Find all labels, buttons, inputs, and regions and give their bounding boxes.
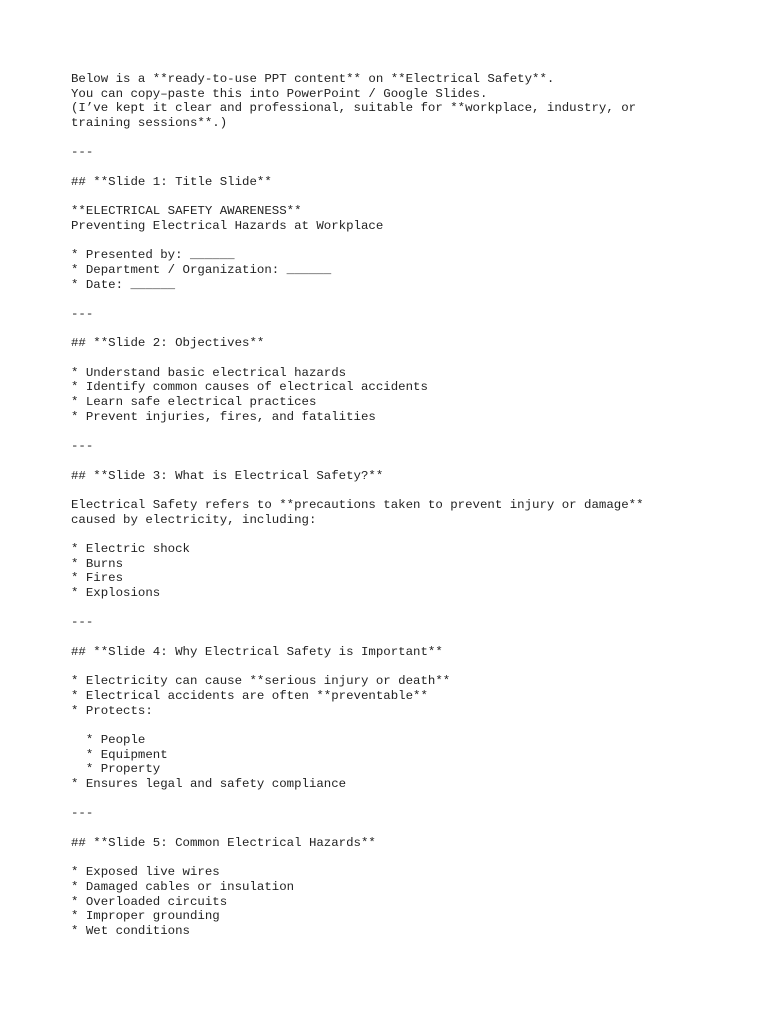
text-line: ## **Slide 3: What is Electrical Safety?** [71, 468, 384, 483]
text-line [71, 234, 751, 249]
document-text [71, 72, 751, 939]
text-line [71, 660, 751, 675]
text-line: * Burns [71, 556, 124, 571]
text-line [71, 850, 751, 865]
text-line: * Understand basic electrical hazards [71, 365, 347, 380]
text-line: * Damaged cables or insulation [71, 879, 295, 894]
text-line: --- [71, 615, 94, 630]
text-line: * Exposed live wires [71, 865, 220, 880]
text-line: ## **Slide 2: Objectives** [71, 336, 265, 351]
text-line: * Identify common causes of electrical accidents [71, 380, 428, 395]
text-line [71, 190, 751, 205]
text-line [71, 821, 751, 836]
text-line: * Electricity can cause **serious injury or death** [71, 674, 451, 689]
text-line: Below is a **ready-to-use PPT content** on **Electrical Safety**. [71, 72, 555, 86]
text-line: (I’ve kept it clear and professional, suitable for **workplace, industry, or [71, 101, 637, 116]
text-line: ## **Slide 1: Title Slide** [71, 174, 272, 189]
text-line: * Equipment [71, 747, 168, 762]
text-line: * Learn safe electrical practices [71, 395, 317, 410]
text-line: * Electrical accidents are often **preventable** [71, 688, 428, 703]
text-line: training sessions**.) [71, 116, 228, 131]
text-line: * Presented by: ______ [71, 248, 235, 263]
text-line [71, 483, 751, 498]
text-line: --- [71, 145, 94, 160]
text-line [71, 792, 751, 807]
text-line [71, 322, 751, 337]
text-line [71, 601, 751, 616]
text-line: * Protects: [71, 703, 153, 718]
text-line: Electrical Safety refers to **precautions taken to prevent injury or damage** [71, 497, 644, 512]
text-line: Preventing Electrical Hazards at Workplace [71, 218, 384, 233]
text-line: **ELECTRICAL SAFETY AWARENESS** [71, 204, 302, 219]
text-line: * Fires [71, 571, 124, 586]
text-line [71, 131, 751, 146]
text-line [71, 425, 751, 440]
text-line: You can copy–paste this into PowerPoint / Google Slides. [71, 86, 488, 101]
text-line: * Department / Organization: ______ [71, 262, 332, 277]
text-line [71, 292, 751, 307]
text-line: * Electric shock [71, 542, 190, 556]
text-line: --- [71, 806, 94, 821]
text-line: * Date: ______ [71, 277, 176, 292]
text-line: * People [71, 732, 146, 747]
text-line: * Improper grounding [71, 909, 220, 924]
text-line [71, 718, 751, 733]
text-line: caused by electricity, including: [71, 512, 317, 527]
text-line: * Overloaded circuits [71, 894, 228, 909]
text-line: --- [71, 439, 94, 454]
text-line [71, 454, 751, 469]
text-line: * Prevent injuries, fires, and fatalities [71, 409, 376, 424]
text-line: ## **Slide 5: Common Electrical Hazards** [71, 835, 376, 850]
text-line: * Property [71, 762, 161, 777]
text-line: ## **Slide 4: Why Electrical Safety is Important** [71, 644, 443, 659]
text-line [71, 527, 751, 542]
text-line: * Ensures legal and safety compliance [71, 777, 347, 791]
text-line [71, 630, 751, 645]
text-line: * Explosions [71, 586, 161, 601]
text-line [71, 351, 751, 366]
text-line [71, 160, 751, 175]
text-line: --- [71, 307, 94, 321]
text-line: * Wet conditions [71, 923, 190, 938]
